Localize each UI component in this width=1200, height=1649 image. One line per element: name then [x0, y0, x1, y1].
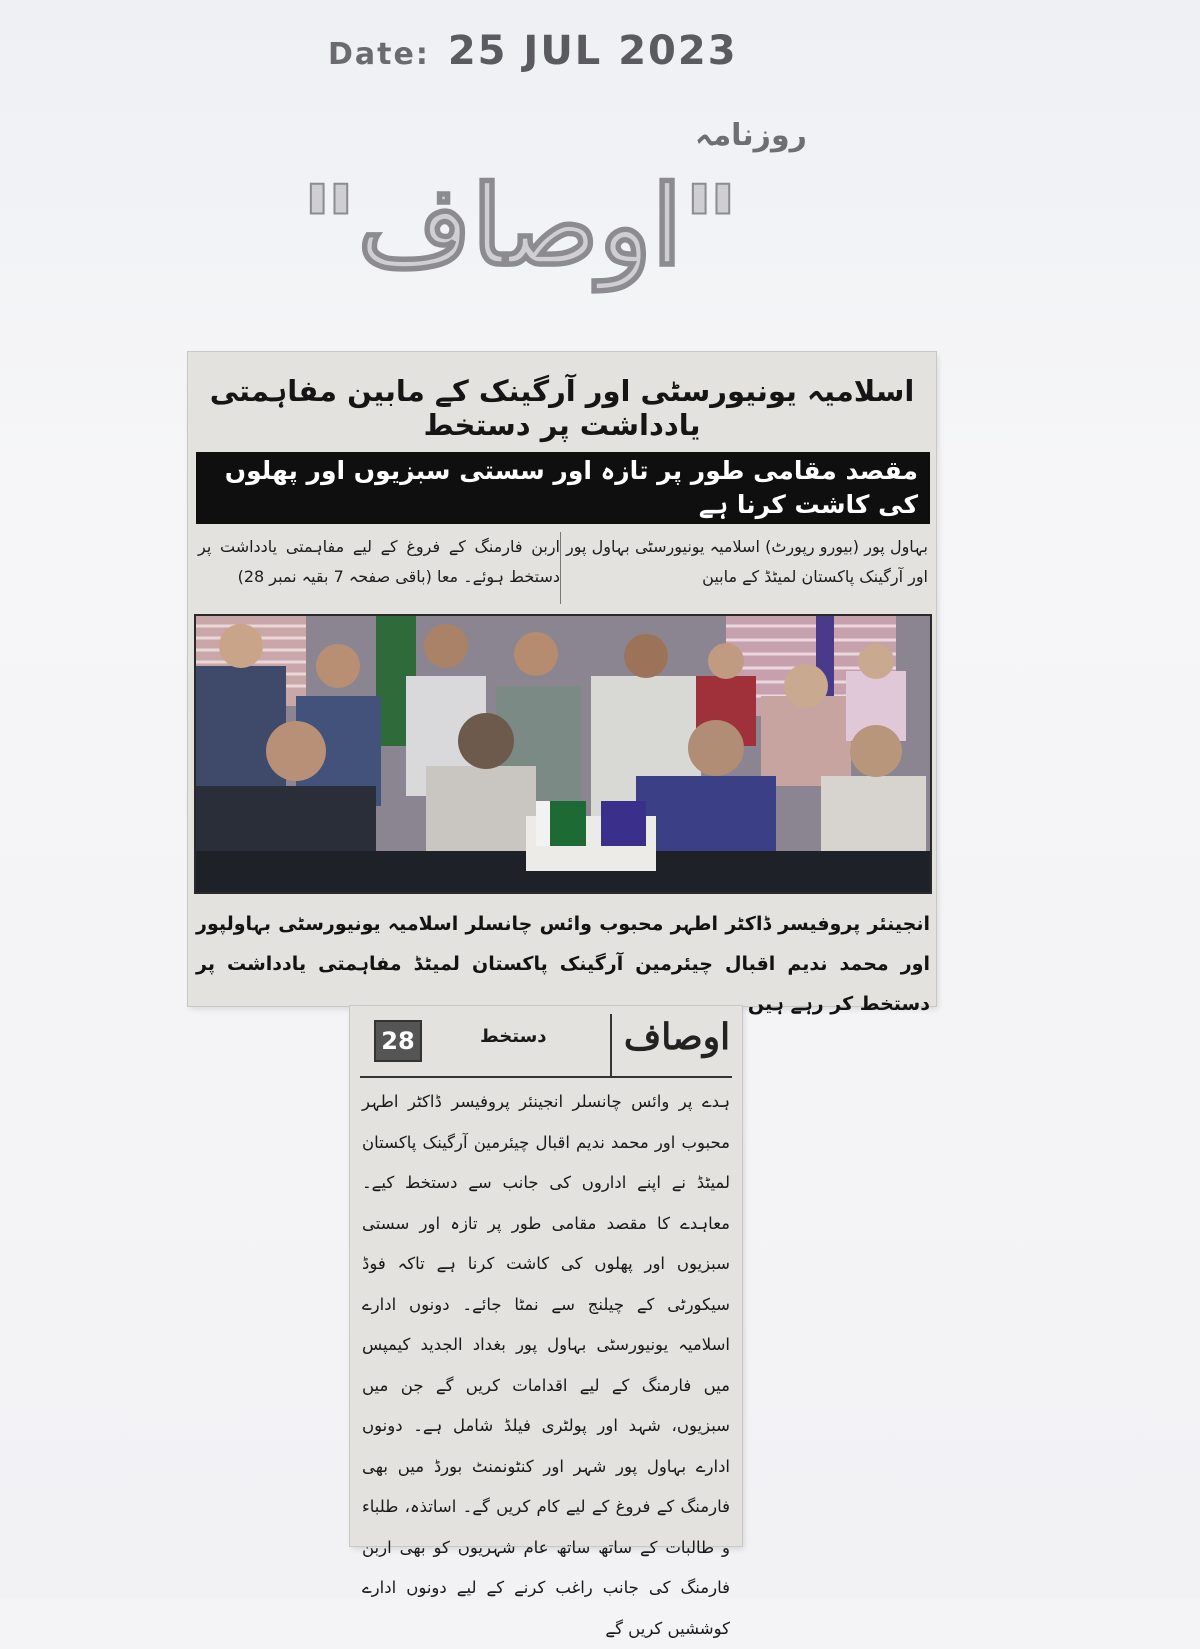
header-divider	[610, 1014, 612, 1076]
article-headline: اسلامیہ یونیورسٹی اور آرگینک کے مابین مفاہمتی یادداشت پر دستخط	[209, 374, 915, 442]
continuation-clipping	[350, 1006, 742, 1638]
newspaper-logo: اوصاف	[623, 1016, 731, 1058]
date-stamp-label: Date:	[328, 37, 430, 72]
newspaper-name: "اوصاف"	[300, 161, 740, 290]
continuation-header	[360, 1014, 732, 1078]
intro-column-left: اربن فارمنگ کے فروغ کے لیے مفاہمتی یادداشت پر دستخط ہوئے۔ معا (باقی صفحہ 7 بقیہ نمبر 28)	[198, 537, 560, 586]
photo-caption: انجینئر پروفیسر ڈاکٹر اطہر محبوب وائس چانسلر اسلامیہ یونیورسٹی بہاولپور اور محمد ندیم اقبال چیئرمین آرگینک پاکستان لمیٹڈ مفاہمتی یادداشت پر دستخط کر رہے ہیں	[196, 913, 930, 1015]
signing-ceremony-photo	[194, 614, 932, 894]
column-divider	[560, 532, 561, 604]
continuation-keyword: دستخط	[480, 1026, 547, 1047]
intro-column-right: بہاول پور (بیورو رپورٹ) اسلامیہ یونیورسٹی بہاول پور اور آرگینک پاکستان لمیٹڈ کے مابین	[566, 537, 928, 586]
continuation-body: ہدے پر وائس چانسلر انجینئر پروفیسر ڈاکٹر اطہر محبوب اور محمد ندیم اقبال چیئرمین آرگینک پاکستان لمیٹڈ نے اپنے اداروں کی جانب سے دستخط کیے۔ معاہدے کا مقصد مقامی طور پر تازہ اور سستی سبزیوں اور پھلوں کی کاشت کرنا ہے تاکہ فوڈ سیکورٹی کے چیلنج سے نمٹا جائے۔ دونوں ادارے اسلامیہ یونیورسٹی بہاول پور بغداد الجدید کیمپس میں فارمنگ کے لیے اقدامات کریں گے جن میں سبزیوں، شہد اور پولٹری فیلڈ شامل ہے۔ دونوں ادارے بہاول پور شہر اور کنٹونمنٹ بورڈ میں بھی فارمنگ کے فروغ کے لیے کام کریں گے۔ اساتذہ، طلباء و طالبات کے ساتھ ساتھ عام شہریوں کو بھی اربن فارمنگ کی جانب راغب کرنے کے لیے دونوں ادارے کوششیں کریں گے	[362, 1092, 730, 1638]
date-stamp	[328, 28, 738, 74]
date-stamp-value: 25 JUL 2023	[447, 28, 738, 74]
newspaper-subtitle: روزنامہ	[695, 118, 807, 153]
article-subheadline: مقصد مقامی طور پر تازہ اور سستی سبزیوں اور پھلوں کی کاشت کرنا ہے	[196, 452, 930, 524]
page-number-badge: 28	[374, 1020, 422, 1062]
main-clipping	[188, 352, 936, 1015]
